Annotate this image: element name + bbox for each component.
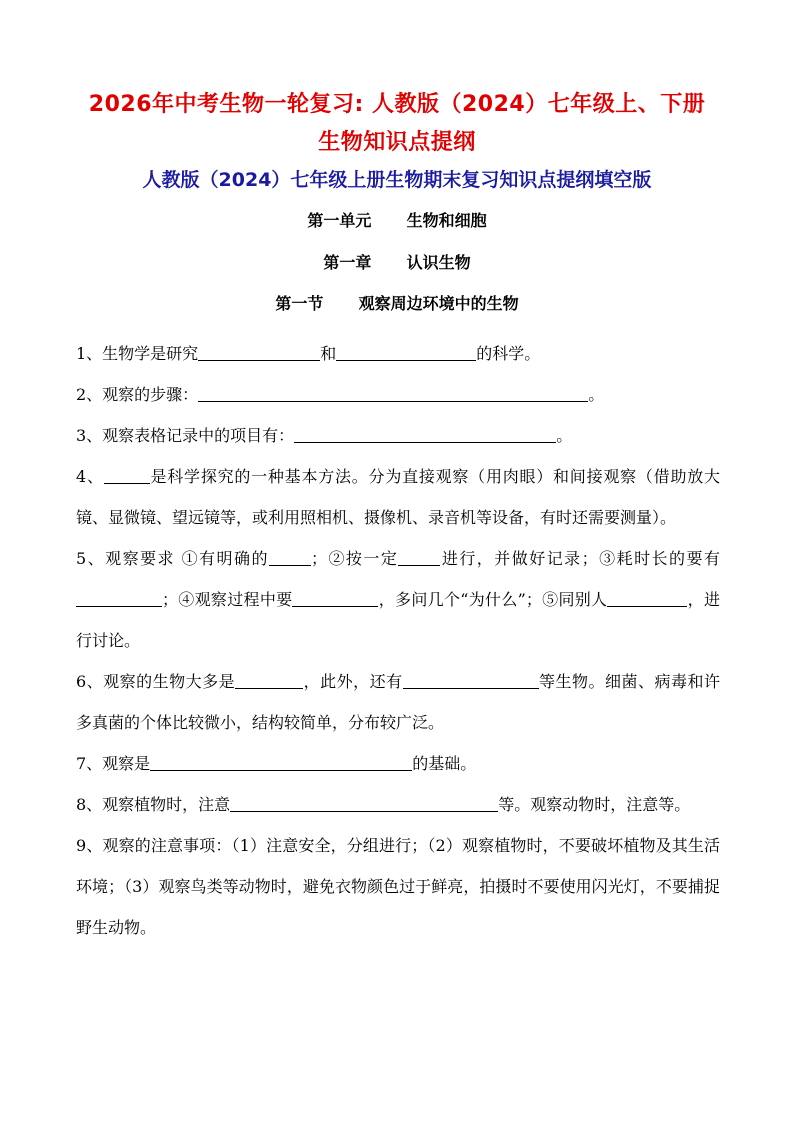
title-line-1: 2026年中考生物一轮复习: 人教版（2024）七年级上、下册 xyxy=(88,92,706,117)
question-text: 等生物。细菌、病毒和许多真菌的个体比较微小，结构较简单，分布较广泛。 xyxy=(76,672,720,732)
question-6 xyxy=(76,661,720,743)
fill-blank[interactable] xyxy=(230,795,498,812)
document-subtitle: 人教版（2024）七年级上册生物期末复习知识点提纲填空版 xyxy=(142,169,652,191)
question-list xyxy=(76,333,720,948)
fill-blank[interactable] xyxy=(294,426,556,443)
question-text: 7、观察是 xyxy=(76,754,151,773)
section-heading xyxy=(0,292,794,316)
question-text: 的基础。 xyxy=(412,754,477,773)
question-text: 5、观察要求 ①有明确的 xyxy=(76,549,269,568)
fill-blank[interactable] xyxy=(398,549,440,566)
section-name: 观察周边环境中的生物 xyxy=(358,294,519,313)
fill-blank[interactable] xyxy=(198,385,588,402)
question-text: ，进行讨论。 xyxy=(76,590,720,650)
question-7 xyxy=(76,743,720,784)
unit-heading xyxy=(0,209,794,233)
title-line-2: 生物知识点提纲 xyxy=(318,130,476,155)
question-4 xyxy=(76,456,720,538)
document-title xyxy=(40,86,754,162)
chapter-heading xyxy=(0,251,794,275)
question-text: 6、观察的生物大多是 xyxy=(76,672,236,691)
chapter-label: 第一章 xyxy=(323,253,372,272)
question-9: 9、观察的注意事项：（1）注意安全，分组进行；（2）观察植物时，不要破坏植物及其生活环境；（3）观察鸟类等动物时，避免衣物颜色过于鲜亮，拍摄时不要使用闪光灯，不要捕捉野生动物。 xyxy=(76,836,720,937)
question-text: 进行，并做好记录；③耗时长的要有 xyxy=(440,549,720,568)
fill-blank[interactable] xyxy=(269,549,311,566)
question-text: 4、 xyxy=(76,467,104,486)
question-8 xyxy=(76,784,720,825)
question-2 xyxy=(76,374,720,415)
question-3 xyxy=(76,415,720,456)
question-text: 和 xyxy=(320,344,337,363)
unit-label: 第一单元 xyxy=(307,211,372,230)
section-label: 第一节 xyxy=(275,294,324,313)
fill-blank[interactable] xyxy=(76,590,162,607)
fill-blank[interactable] xyxy=(607,590,687,607)
question-text: ；②按一定 xyxy=(310,549,399,568)
question-text: 。 xyxy=(588,385,605,404)
question-text: 2、观察的步骤： xyxy=(76,385,199,404)
fill-blank[interactable] xyxy=(150,754,412,771)
fill-blank[interactable] xyxy=(403,672,539,689)
fill-blank[interactable] xyxy=(104,467,150,484)
question-text: ，多问几个“为什么”；⑤同别人 xyxy=(378,590,608,609)
question-text: ；④观察过程中要 xyxy=(162,590,293,609)
fill-blank[interactable] xyxy=(336,344,476,361)
unit-name: 生物和细胞 xyxy=(406,211,487,230)
chapter-name: 认识生物 xyxy=(406,253,471,272)
question-text: 是科学探究的一种基本方法。分为直接观察（用肉眼）和间接观察（借助放大镜、显微镜、望远镜等，或利用照相机、摄像机、录音机等设备，有时还需要测量）。 xyxy=(76,467,720,527)
fill-blank[interactable] xyxy=(292,590,378,607)
question-text: 8、观察植物时，注意 xyxy=(76,795,231,814)
fill-blank[interactable] xyxy=(198,344,320,361)
question-text: 1、生物学是研究 xyxy=(76,344,199,363)
question-text: 。 xyxy=(556,426,573,445)
question-text: 的科学。 xyxy=(476,344,541,363)
question-1 xyxy=(76,333,720,374)
question-text: 等。观察动物时，注意等。 xyxy=(498,795,691,814)
question-text: 3、观察表格记录中的项目有： xyxy=(76,426,295,445)
fill-blank[interactable] xyxy=(235,672,303,689)
question-text: ，此外，还有 xyxy=(303,672,403,691)
question-5 xyxy=(76,538,720,661)
